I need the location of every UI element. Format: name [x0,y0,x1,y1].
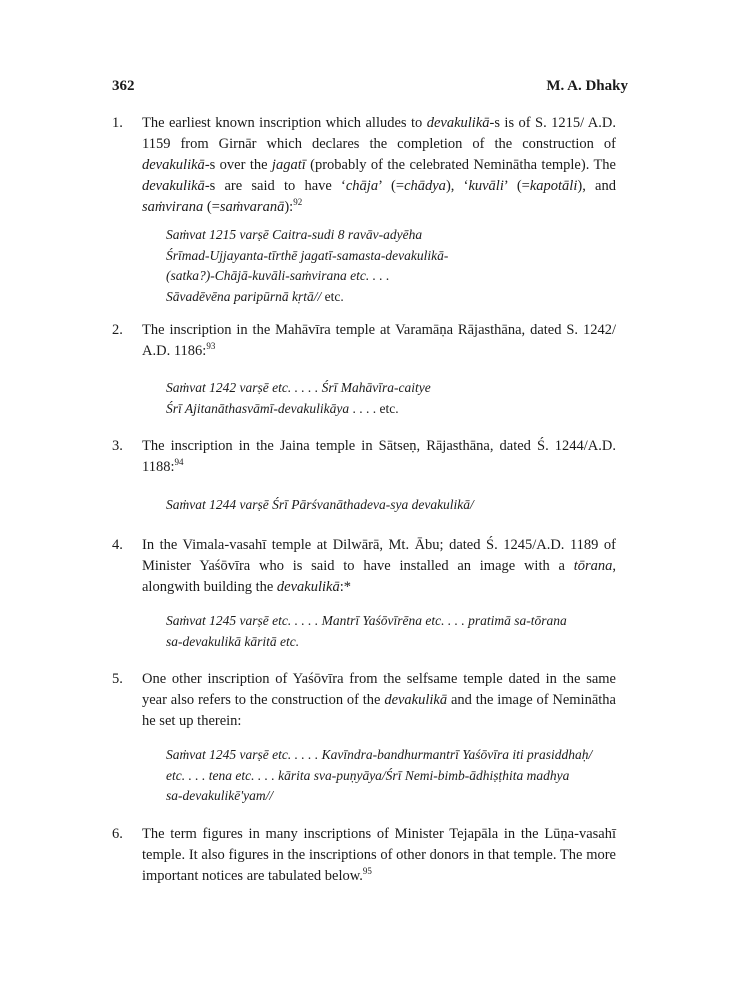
inscription-text: (satka?)-Chājā-kuvāli-saṁvirana etc. . . . [166,268,390,283]
text-run: The term figures in many inscriptions of Minister Tejapāla in the Lūṇa-vasahī temple. It also figures in the inscriptions of other donors in that temple. The more important notices are tabulated below. [142,826,616,884]
inscription-text: Śrīmad-Ujjayanta-tīrthē jagatī-samasta-devakulikā- [166,247,449,263]
inscription-text: Saṁvat 1242 varṣē etc. . . . . Śrī Mahāvīra-caitye [166,380,431,395]
inscription-quote [166,495,616,516]
list-item-3 [112,436,616,478]
italic-term: saṁvirana [142,199,204,215]
text-run: (probably of the celebrated Nemināthа temple). The [305,157,616,173]
text-run: :* [339,579,352,595]
text-run: ’ (= [378,178,405,194]
item-text [142,436,616,478]
list-item-6 [112,824,616,887]
item-text [142,113,616,218]
item-number: 3. [112,438,123,454]
inscription-tail: . . . . etc. [349,400,399,416]
text-run: -s over the [204,157,272,173]
inscription-text: Saṁvat 1215 varṣē Caitra-sudi 8 ravāv-adyēha [166,227,423,242]
text-run: ), ‘ [445,178,469,194]
text-run: The inscription in the Mahāvīra temple at Varamāṇa Rājasthāna, dated S. 1242/ A.D. 1186: [142,322,616,359]
item-number: 6. [112,826,123,842]
inscription-line [166,495,616,516]
text-run: -s is of S. 1215/ A.D. 1159 from Girnār which declares the completion of the construction of [142,115,616,152]
inscription-line [166,378,616,399]
italic-term: kuvāli [468,178,504,194]
inscription-quote [166,745,616,807]
italic-term: chādya [404,178,446,194]
inscription-text: Sāvadēvēna paripūrnā kṛtā// [166,288,322,304]
page-number: 362 [112,78,135,94]
inscription-line [166,399,616,420]
running-head-author: M. A. Dhaky [546,78,628,94]
item-text [142,320,616,362]
item-text [142,669,616,732]
italic-term: jagatī [271,157,306,173]
inscription-line [166,766,616,787]
footnote-ref: 92 [293,197,303,208]
inscription-quote [166,611,616,652]
item-number: 2. [112,322,123,338]
item-text [142,824,616,887]
inscription-text: Śrī Ajitanāthasvāmī-devakulikāya [166,400,350,416]
list-item-2 [112,320,616,362]
list-item-1 [112,113,616,218]
footnote-ref: 95 [362,866,372,877]
text-run: and the image of Nemināthа he set up therein: [142,692,616,729]
footnote-ref: 94 [174,457,184,468]
footnote-ref: 93 [206,341,216,352]
inscription-text: Saṁvat 1245 varṣē etc. . . . . Mantrī Yaśōvīrēna etc. . . . pratimā sa-tōrana [166,613,567,628]
inscription-quote [166,225,616,307]
inscription-line [166,786,616,807]
page-header [112,78,628,100]
text-run: In the Vimala-vasahī temple at Dilwārā, Mt. Ābu; dated Ś. 1245/A.D. 1189 of Minister Yaśōvīra who is said to have installed an image with a [142,537,616,574]
italic-term: devakulikā [142,178,205,194]
italic-term: tōrana [573,558,613,574]
text-run: The earliest known inscription which alludes to [142,115,427,131]
inscription-line [166,745,616,766]
inscription-line [166,225,616,246]
italic-term: devakulikā [142,157,205,173]
italic-term: saṁvaranā [219,199,285,215]
italic-term: kapotāli [529,178,578,194]
text-run: The inscription in the Jaina temple in Sātseṇ, Rājasthāna, dated Ś. 1244/A.D. 1188: [142,438,616,475]
item-number: 4. [112,537,123,553]
text-run: One other inscription of Yaśōvīra from the selfsame temple dated in the same year also refers to the construction of the [142,671,616,708]
text-run: (= [203,199,220,215]
text-run: ), and [577,178,616,194]
inscription-text: sa-devakulikā kāritā etc. [166,633,300,649]
inscription-quote [166,378,616,419]
inscription-text: etc. . . . tena etc. . . . kārita sva-puṇyāya/Śrī Nemi-bimb-ādhiṣṭhita madhya [166,767,570,783]
text-run: ’ (= [503,178,530,194]
italic-term: devakulikā [384,692,448,708]
item-number: 1. [112,115,123,131]
inscription-text: Saṁvat 1245 varṣē etc. . . . . Kavīndra-bandhurmantrī Yaśōvīra iti prasiddhaḥ/ [166,747,593,762]
item-text [142,535,616,598]
item-number: 5. [112,671,123,687]
list-item-4 [112,535,616,598]
inscription-line [166,632,616,653]
inscription-line [166,611,616,632]
list-item-5 [112,669,616,732]
italic-term: devakulikā [276,579,340,595]
text-run: ): [284,199,294,215]
text-run: -s are said to have ‘ [204,178,346,194]
italic-term: devakulikā [426,115,490,131]
italic-term: chāja [345,178,379,194]
inscription-tail: etc. [321,288,344,304]
inscription-line [166,246,616,267]
inscription-line [166,287,616,308]
text-run: , alongwith building the [142,558,616,595]
inscription-text: Saṁvat 1244 varṣē Śrī Pārśvanāthadeva-sya devakulikā/ [166,497,474,512]
inscription-line [166,266,616,287]
inscription-text: sa-devakulikē'yam// [166,788,274,803]
